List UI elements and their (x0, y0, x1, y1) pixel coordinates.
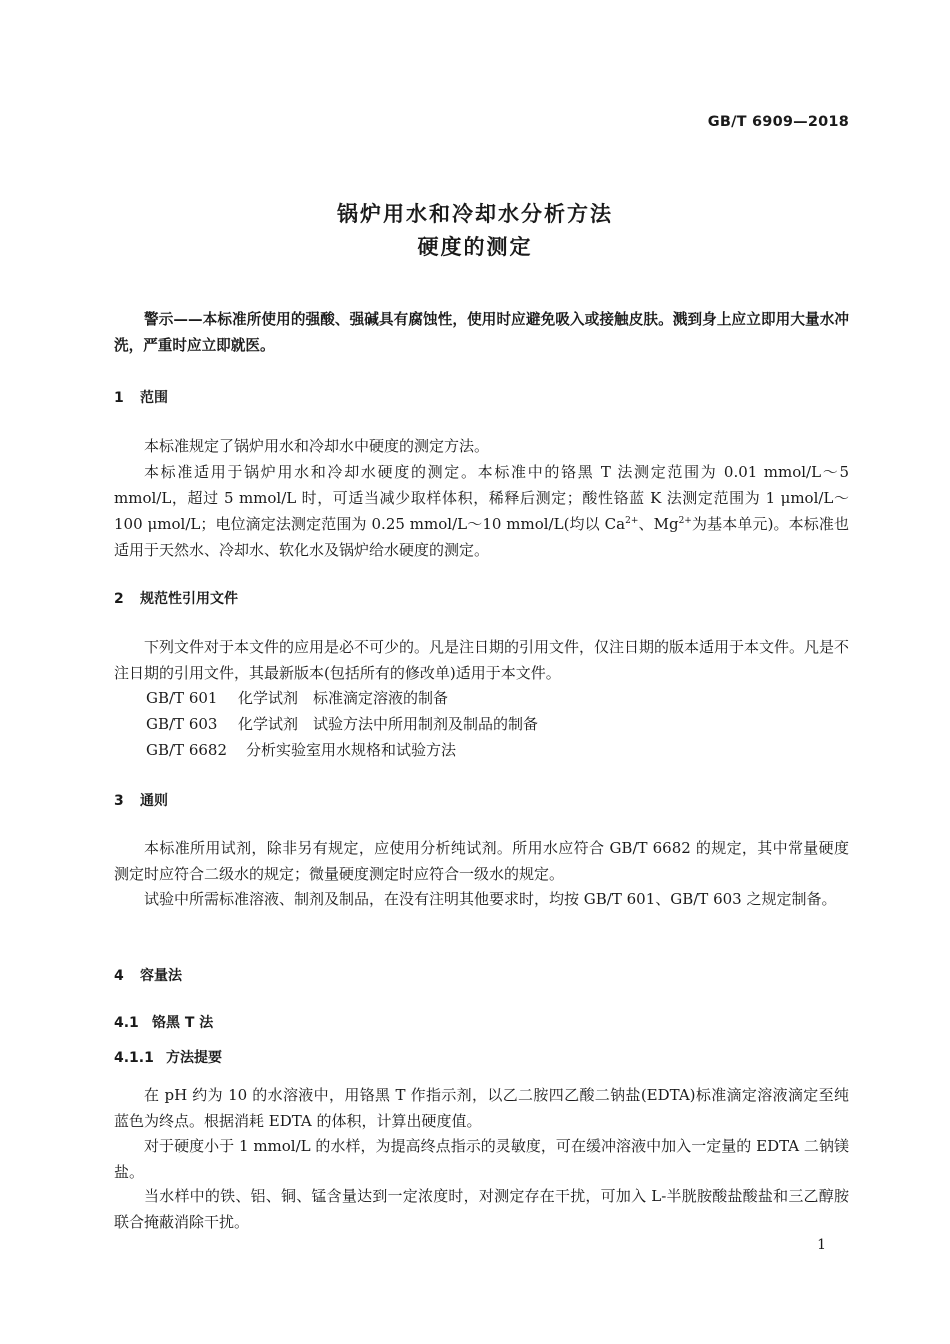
reference-title: 化学试剂 标准滴定溶液的制备 (238, 689, 449, 707)
paragraph-text: 为基本单元)。本标准也适用于天然水、冷却水、软化水及锅炉给水硬度的测定。 (114, 515, 850, 559)
section-number: 1 (114, 390, 124, 406)
section-1-heading (114, 387, 168, 407)
section-number: 2 (114, 591, 124, 607)
section-4-1-1-paragraph-3: 当水样中的铁、铝、铜、锰含量达到一定浓度时，对测定存在干扰，可加入 L-半胱胺酸盐酸盐和三乙醇胺联合掩蔽消除干扰。 (114, 1187, 849, 1231)
section-title: 容量法 (140, 968, 182, 984)
page-number: 1 (817, 1237, 826, 1253)
reference-title: 化学试剂 试验方法中所用制剂及制品的制备 (238, 715, 539, 733)
warning-notice: 警示——本标准所使用的强酸、强碱具有腐蚀性，使用时应避免吸入或接触皮肤。溅到身上应立即用大量水冲洗，严重时应立即就医。 (114, 311, 849, 354)
section-number: 3 (114, 793, 124, 809)
section-title: 通则 (140, 793, 168, 809)
superscript: 2+ (625, 516, 639, 526)
section-title: 规范性引用文件 (140, 591, 238, 607)
section-2-intro: 下列文件对于本文件的应用是必不可少的。凡是注日期的引用文件，仅注日期的版本适用于本文件。凡是不注日期的引用文件，其最新版本(包括所有的修改单)适用于本文件。 (114, 638, 850, 682)
reference-code: GB/T 601 (146, 689, 218, 707)
reference-code: GB/T 603 (146, 715, 218, 733)
document-title: 锅炉用水和冷却水分析方法 (337, 202, 613, 226)
paragraph-text: 、Mg (638, 515, 679, 533)
section-number: 4 (114, 968, 124, 984)
section-4-1-1-paragraph-2: 对于硬度小于 1 mmol/L 的水样，为提高终点指示的灵敏度，可在缓冲溶液中加入一定量的 EDTA 二钠镁盐。 (114, 1137, 849, 1181)
section-1-paragraph-2 (114, 459, 849, 563)
section-title: 范围 (140, 390, 168, 406)
section-title: 铬黑 T 法 (152, 1015, 214, 1031)
standard-code: GB/T 6909—2018 (707, 114, 849, 130)
reference-item (146, 711, 538, 737)
document-subtitle: 硬度的测定 (417, 235, 533, 259)
reference-item (146, 685, 448, 711)
superscript: 2+ (678, 516, 692, 526)
section-number: 4.1.1 (114, 1050, 154, 1066)
section-4-heading (114, 965, 182, 985)
section-3-paragraph-2: 试验中所需标准溶液、制剂及制品，在没有注明其他要求时，均按 GB/T 601、GB/T 603 之规定制备。 (144, 890, 837, 908)
section-2-heading (114, 588, 238, 608)
section-4-1-1-paragraph-1: 在 pH 约为 10 的水溶液中，用铬黑 T 作指示剂，以乙二胺四乙酸二钠盐(EDTA)标准滴定溶液滴定至纯蓝色为终点。根据消耗 EDTA 的体积，计算出硬度值。 (114, 1086, 849, 1130)
section-3-paragraph-1: 本标准所用试剂，除非另有规定，应使用分析纯试剂。所用水应符合 GB/T 6682 的规定，其中常量硬度测定时应符合二级水的规定；微量硬度测定时应符合一级水的规定。 (114, 839, 849, 883)
paragraph-text: 本标准适用于锅炉用水和冷却水硬度的测定。本标准中的铬黑 T 法测定范围为 0.01 mmol/L～5 mmol/L，超过 5 mmol/L 时，可适当减少取样体积，稀释后测定；酸性铬蓝 K 法测定范围为 1 μmol/L～100 μmol/L；电位滴定法测定范围为 0.25 mmol/L～10 mmol/L(均以 Ca (114, 463, 849, 533)
reference-item (146, 737, 456, 763)
section-3-heading (114, 790, 168, 810)
reference-code: GB/T 6682 (146, 741, 228, 759)
section-4-1-1-heading (114, 1047, 222, 1067)
section-title: 方法提要 (166, 1050, 222, 1066)
section-4-1-heading (114, 1012, 213, 1032)
reference-title: 分析实验室用水规格和试验方法 (246, 741, 457, 759)
section-1-paragraph-1: 本标准规定了锅炉用水和冷却水中硬度的测定方法。 (144, 437, 490, 455)
section-number: 4.1 (114, 1015, 139, 1031)
